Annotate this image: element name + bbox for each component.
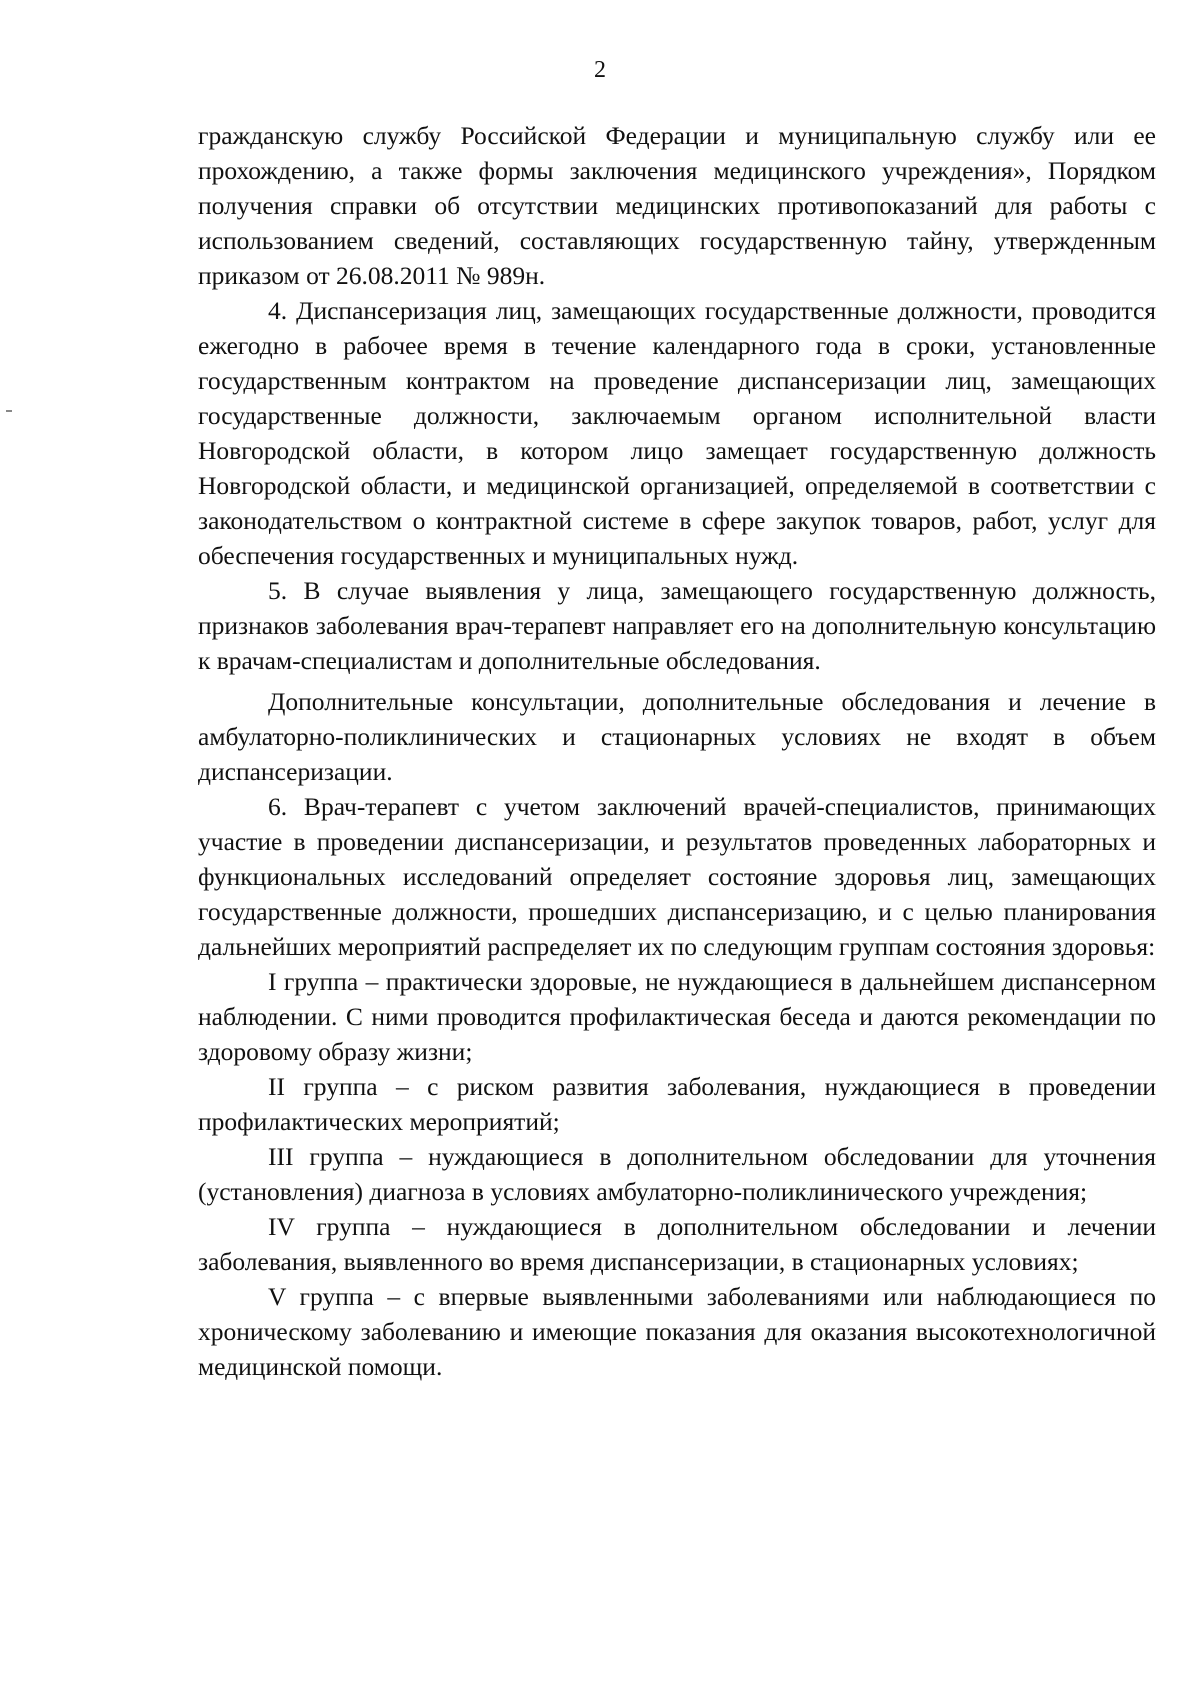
paragraph-item-6: 6. Врач-терапевт с учетом заключений врачей-специалистов, принимающих участие в проведении диспансеризации, и результатов проведенных лабораторных и функциональных исследований определяет состояние здоровья лиц, замещающих государственные должности, прошедших диспансеризацию, и с целью планирования дальнейших мероприятий распределяет их по следующим группам состояния здоровья:	[198, 792, 1156, 961]
paragraph-group-1: I группа – практически здоровые, не нуждающиеся в дальнейшем диспансерном наблюдении. С ними проводится профилактическая беседа и даются рекомендации по здоровому образу жизни;	[198, 967, 1156, 1066]
paragraph-group-4: IV группа – нуждающиеся в дополнительном обследовании и лечении заболевания, выявленного во время диспансеризации, в стационарных условиях;	[198, 1212, 1156, 1276]
paragraph-additional-consultations: Дополнительные консультации, дополнительные обследования и лечение в амбулаторно-поликлинических и стационарных условиях не входят в объем диспансеризации.	[198, 687, 1156, 786]
paragraph-group-3: III группа – нуждающиеся в дополнительном обследовании для уточнения (установления) диагноза в условиях амбулаторно-поликлинического учреждения;	[198, 1142, 1156, 1206]
paragraph-group-5: V группа – с впервые выявленными заболеваниями или наблюдающиеся по хроническому заболеванию и имеющие показания для оказания высокотехнологичной медицинской помощи.	[198, 1282, 1156, 1381]
scan-margin-mark	[6, 410, 12, 412]
paragraph-item-4: 4. Диспансеризация лиц, замещающих государственные должности, проводится ежегодно в рабочее время в течение календарного года в сроки, установленные государственным контрактом на проведение диспансеризации лиц, замещающих государственные должности, заключаемым органом исполнительной власти Новгородской области, в котором лицо замещает государственную должность Новгородской области, и медицинской организацией, определяемой в соответствии с законодательством о контрактной системе в сфере закупок товаров, работ, услуг для обеспечения государственных и муниципальных нужд.	[198, 296, 1156, 570]
page-number: 2	[594, 57, 606, 83]
paragraph-continuation: гражданскую службу Российской Федерации и муниципальную службу или ее прохождению, а также формы заключения медицинского учреждения», Порядком получения справки об отсутствии медицинских противопоказаний для работы с использованием сведений, составляющих государственную тайну, утвержденным приказом от 26.08.2011 № 989н.	[198, 121, 1156, 290]
paragraph-item-5: 5. В случае выявления у лица, замещающего государственную должность, признаков заболевания врач-терапевт направляет его на дополнительную консультацию к врачам-специалистам и дополнительные обследования.	[198, 576, 1156, 675]
paragraph-group-2: II группа – с риском развития заболевания, нуждающиеся в проведении профилактических мероприятий;	[198, 1072, 1156, 1136]
document-body	[198, 118, 1156, 1384]
